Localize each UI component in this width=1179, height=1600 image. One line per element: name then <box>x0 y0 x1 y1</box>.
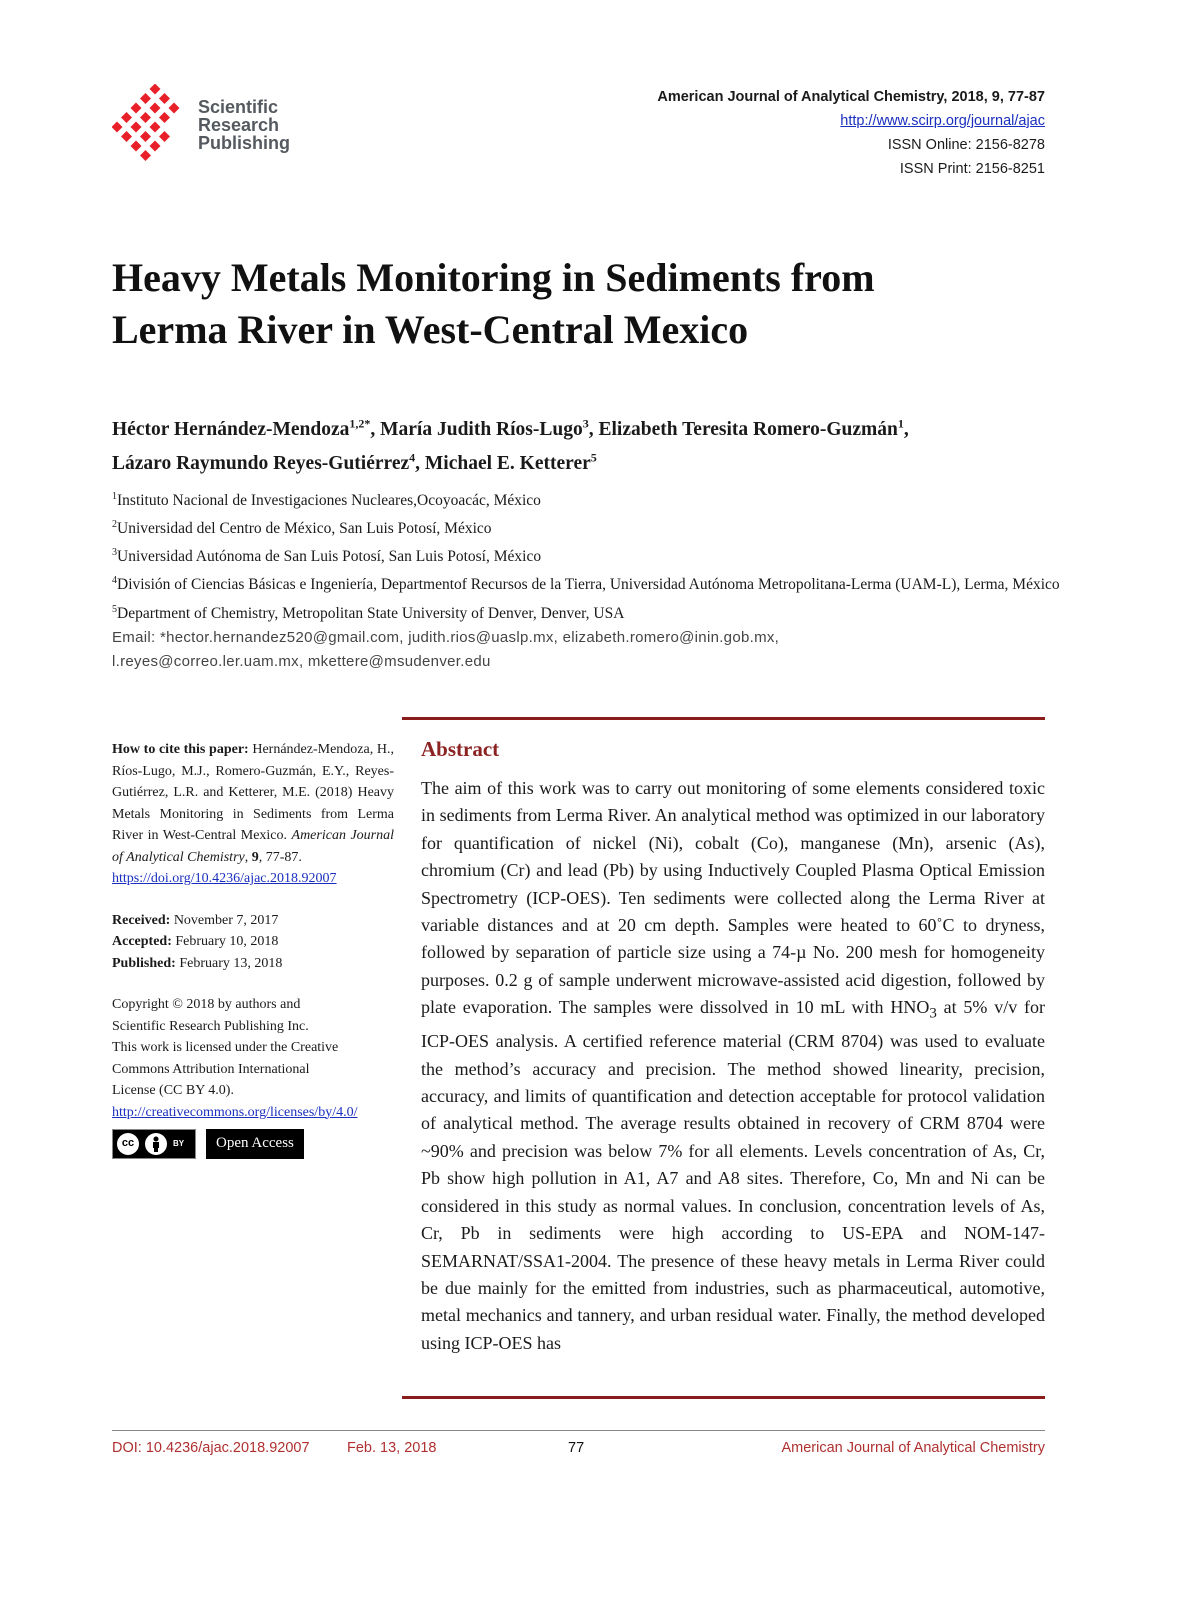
abstract-text-part1: The aim of this work was to carry out monitoring of some elements considered toxic in sediments from Lerma River. An analytical method was optimized in our laboratory for quantification of nickel (Ni), cobalt (Co), manganese (Mn), arsenic (As), chromium (Cr) and lead (Pb) by using Inductively Coupled Plasma Optical Emission Spectrometry (ICP-OES). Ten sediments were collected along the Lerma River at variable distances and at 20 cm depth. Samples were heated to 60˚C to dryness, followed by separation of particle size using a 74-µ No. 200 mesh for homogeneity purposes. 0.2 g of sample underwent microwave-assisted acid digestion, followed by plate evaporation. The samples were dissolved in 10 mL with HNO <box>421 778 1045 1018</box>
attribution-person-icon <box>145 1133 167 1155</box>
abstract-body <box>421 775 1045 1357</box>
abstract-bottom-rule <box>402 1396 1045 1399</box>
journal-info <box>657 85 1045 181</box>
copyright <box>112 994 394 1159</box>
author: Héctor Hernández-Mendoza$^{1,2*}$, <box>112 416 381 440</box>
cite-label: How to cite this paper: <box>112 742 249 757</box>
paper-title-line1: Heavy Metals Monitoring in Sediments from <box>112 255 875 300</box>
author: María Judith Ríos-Lugo$^3$, <box>380 416 599 440</box>
page-number: 77 <box>568 1440 585 1456</box>
logo-diamond <box>121 112 132 123</box>
cite-text: Hernández-Mendoza, H., Ríos-Lugo, M.J., Romero-Guzmán, E.Y., Reyes-Gutiérrez, L.R. and Ketterer, M.E. (2018) Heavy Metals Monitoring in Sediments from Lerma River in West-Central Mexico. <box>112 742 395 843</box>
copyright-line: License (CC BY 4.0). <box>112 1083 234 1098</box>
footer-journal: American Journal of Analytical Chemistry <box>781 1440 1045 1456</box>
cc-icon: cc <box>117 1133 139 1155</box>
license-badges <box>112 1129 394 1159</box>
issn-print: ISSN Print: 2156-8251 <box>899 161 1045 177</box>
paper-title <box>112 252 1072 356</box>
affiliation: $^4$División of Ciencias Básicas e Ingeniería, Departmentof Recursos de la Tierra, Universidad Autónoma Metropolitana-Lerma (UAM-L), Lerma, México <box>112 575 1060 594</box>
author: Michael E. Ketterer$^5$ <box>424 450 597 474</box>
email-line-1: Email: *hector.hernandez520@gmail.com, judith.rios@uaslp.mx, elizabeth.romero@inin.gob.mx, <box>112 628 780 646</box>
logo-diamond <box>140 150 151 161</box>
logo-diamond <box>169 103 180 114</box>
accepted: Accepted: February 10, 2018 <box>112 934 279 949</box>
cite-volume: 9 <box>251 849 259 865</box>
affiliations <box>112 485 1072 674</box>
logo-diamond <box>150 103 161 114</box>
paper-title-line2: Lerma River in West-Central Mexico <box>112 307 749 352</box>
logo-diamond <box>140 112 151 123</box>
affiliation: $^5$Department of Chemistry, Metropolitan State University of Denver, Denver, USA <box>112 603 625 622</box>
cc-by-badge[interactable] <box>112 1129 196 1159</box>
license-link[interactable]: http://creativecommons.org/licenses/by/4.0/ <box>112 1104 358 1120</box>
cite-doi-link[interactable]: https://doi.org/10.4236/ajac.2018.92007 <box>112 871 337 886</box>
logo-diamond <box>150 122 161 133</box>
logo-diamond <box>159 112 170 123</box>
footer-date: Feb. 13, 2018 <box>347 1440 437 1456</box>
author: Elizabeth Teresita Romero-Guzmán$^1$, <box>598 416 909 440</box>
copyright-line: Scientific Research Publishing Inc. <box>112 1018 309 1034</box>
open-access-badge[interactable]: Open Access <box>206 1129 304 1159</box>
page-footer <box>112 1440 1045 1460</box>
abstract-subscript: 3 <box>929 1005 937 1022</box>
publisher-name-line1: Scientific <box>198 97 279 117</box>
cite-journal: American Journal of Analytical Chemistry <box>112 828 394 865</box>
copyright-line: Copyright © 2018 by authors and <box>112 997 301 1012</box>
issn-online: ISSN Online: 2156-8278 <box>887 137 1045 153</box>
affiliation: $^3$Universidad Autónoma de San Luis Potosí, San Luis Potosí, México <box>112 547 542 566</box>
logo-diamond <box>159 93 170 104</box>
dates <box>112 910 394 975</box>
published: Published: February 13, 2018 <box>112 955 283 971</box>
cite-pages: , 77-87. <box>258 849 302 865</box>
publisher-name-line2: Research <box>198 115 280 135</box>
journal-url-link[interactable]: http://www.scirp.org/journal/ajac <box>840 113 1045 129</box>
abstract-top-rule <box>402 717 1045 720</box>
sidebar <box>112 739 394 1159</box>
logo-diamond <box>121 131 132 142</box>
copyright-line: Commons Attribution International <box>112 1061 310 1077</box>
abstract-heading: Abstract <box>421 737 500 761</box>
logo-diamond <box>131 141 142 152</box>
email-line-2: l.reyes@correo.ler.uam.mx, mkettere@msudenver.edu <box>112 652 491 670</box>
abstract-text-part2: at 5% v/v for ICP-OES analysis. A certified reference material (CRM 8704) was used to evaluate the method’s accuracy and precision. The method showed linearity, precision, accuracy, and limits of quantification and detection acceptable for protocol validation of analytical method. The average results obtained in recovery of CRM 8704 were ~90% and precision was below 7% for all elements. Levels concentration of As, Cr, Pb show high pollution in A1, A7 and A8 sites. Therefore, Co, Mn and Ni can be considered in this study as normal values. In conclusion, concentration levels of As, Cr, Pb in sediments were high according to US-EPA and NOM-147-SEMARNAT/SSA1-2004. The presence of these heavy metals in Lerma River could be due mainly for the emitted from industries, such as pharmaceutical, automotive, metal mechanics and tannery, and urban residual water. Finally, the method developed using ICP-OES has <box>421 997 1045 1353</box>
footer-rule <box>112 1430 1045 1431</box>
affiliation: $^1$Instituto Nacional de Investigaciones Nucleares,Ocoyoacác, México <box>112 491 541 510</box>
logo-diamond <box>112 122 123 133</box>
logo-diamond <box>131 103 142 114</box>
footer-doi: DOI: 10.4236/ajac.2018.92007 <box>112 1440 310 1456</box>
how-to-cite: How to cite this paper: Hernández-Mendoza, H., Ríos-Lugo, M.J., Romero-Guzmán, E.Y., Reyes-Gutiérrez, L.R. and Ketterer, M.E. (2018) Heavy Metals Monitoring in Sediments from Lerma River in West-Central Mexico. American Journal of Analytical Chemistry, 9, 77-87. https://doi.org/10.4236/ajac.2018.92007 <box>112 742 395 886</box>
publisher-logo <box>112 84 302 174</box>
copyright-line: This work is licensed under the Creative <box>112 1040 339 1055</box>
received: Received: November 7, 2017 <box>112 912 279 928</box>
author-list <box>112 409 1072 478</box>
logo-diamond <box>131 122 142 133</box>
logo-diamond <box>150 141 161 152</box>
logo-diamond <box>159 131 170 142</box>
publisher-name-line3: Publishing <box>198 133 290 153</box>
publisher-logo-mark <box>112 84 194 170</box>
logo-diamond <box>140 131 151 142</box>
logo-diamond <box>140 93 151 104</box>
affiliation: $^2$Universidad del Centro de México, San Luis Potosí, México <box>112 519 492 538</box>
logo-diamond <box>150 84 161 95</box>
journal-citation: American Journal of Analytical Chemistry, 2018, 9, 77-87 <box>657 89 1045 105</box>
author: Lázaro Raymundo Reyes-Gutiérrez$^4$, <box>112 450 425 474</box>
publisher-name <box>198 98 290 152</box>
by-label: BY <box>173 1139 185 1149</box>
